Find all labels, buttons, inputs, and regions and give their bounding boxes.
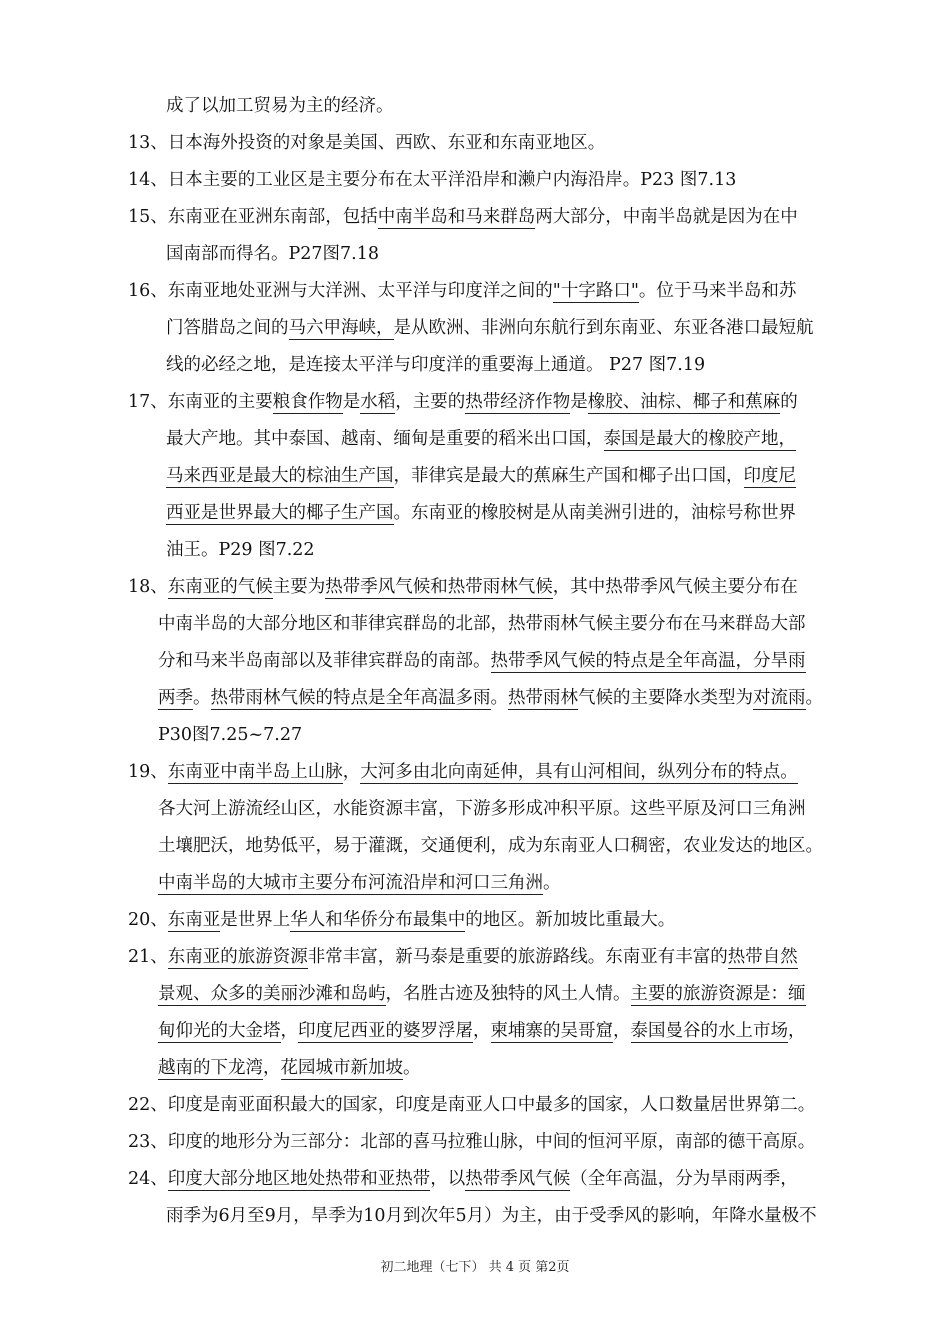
item-19 [128,754,868,791]
line-26-seg-2: 花园城市新加坡 [280,1058,403,1078]
line-8-seg-1: 粮食作物 [272,392,343,412]
item-17-cont-2 [128,458,868,495]
item-13 [128,125,868,162]
item-16-cont-2 [128,347,868,384]
line-5-seg-2: 。位于马来半岛和苏 [638,281,797,301]
line-18-seg-3: 大河多由北向南延伸，具有山河相间，纵列分布的特点。 [360,762,798,782]
item-19-cont-2 [128,828,868,865]
line-29-seg-1: 印度大部分地区地处热带和亚热带 [167,1169,431,1189]
line-6-seg-1: 马六甲海峡， [288,318,394,338]
item-22 [128,1087,868,1124]
line-28-seg-0: 23、印度的地形分为三部分：北部的喜马拉雅山脉，中间的恒河平原，南部的德干高原。 [128,1132,816,1152]
line-23-seg-1: 东南亚的旅游资源 [167,947,308,967]
line-8-seg-2: 是 [342,392,361,412]
item-18-cont-2 [128,643,868,680]
line-22-seg-0: 20、 [128,910,168,930]
line-10-seg-2: 印度尼 [743,466,796,486]
line-13-seg-0: 18、 [128,577,168,597]
item-24 [128,1161,868,1198]
item-17-cont-3 [128,495,868,532]
item-19-cont-1 [128,791,868,828]
line-10-seg-1: ，菲律宾是最大的蕉麻生产国和椰子出口国， [393,466,744,486]
item-15 [128,199,868,236]
line-12-seg-0: 油王。P29 图7.22 [166,540,315,560]
line-2-seg-0: 14、日本主要的工业区是主要分布在太平洋沿岸和濑户内海沿岸。P23 图7.13 [128,170,737,190]
line-8-seg-7: 橡胶、油棕、椰子和蕉麻 [587,392,781,412]
line-24-seg-2: 主要的旅游资源是：缅 [630,984,806,1004]
line-25-seg-2: 印度尼西亚的婆罗浮屠 [298,1021,473,1041]
line-18-seg-0: 19、 [128,762,168,782]
line-20-seg-0: 土壤肥沃，地势低平，易于灌溉，交通便利，成为东南亚人口稠密，农业发达的地区。 [158,836,823,856]
line-8-seg-5: 热带经济作物 [465,392,571,412]
line-22-seg-1: 东南亚 [167,910,221,930]
item-18-cont-4 [128,717,868,754]
line-16-seg-0: 两季 [158,688,193,708]
line-9-seg-0: 最大产地。其中泰国、越南、缅甸是重要的稻米出口国， [166,429,604,449]
line-25-seg-6: 泰国曼谷的水上市场 [630,1021,788,1041]
line-21-seg-1: 。 [543,873,561,893]
line-24-seg-1: ，名胜古迹及独特的风土人情。 [385,984,631,1004]
line-23-seg-3: 热带自然 [727,947,798,967]
line-29-seg-3: 热带季风气候 [465,1169,571,1189]
line-3-seg-2: 两大部分，中南半岛就是因为在中 [535,207,798,227]
line-16-seg-7: 。 [805,688,823,708]
line-22-seg-4: 的地区。新加坡比重最大。 [465,910,676,930]
item-23 [128,1124,868,1161]
item-14 [128,162,868,199]
item-18-cont-1 [128,606,868,643]
line-25-seg-3: ， [473,1021,491,1041]
line-29-seg-4: （全年高温，分为旱雨两季， [570,1169,798,1189]
line-3-seg-1: 中南半岛和马来群岛 [377,207,536,227]
item-17 [128,384,868,421]
line-25-seg-4: 柬埔寨的吴哥窟 [490,1021,613,1041]
line-22-seg-3: 华人和华侨分布最集中 [290,910,466,930]
line-24-seg-0: 景观、众多的美丽沙滩和岛屿 [158,984,386,1004]
line-25-seg-0: 甸仰光的大金塔 [158,1021,281,1041]
line-13-seg-4: ，其中热带季风气候主要分布在 [552,577,798,597]
line-11-seg-1: 。东南亚的橡胶树是从南美洲引进的，油棕号称世界 [393,503,796,523]
line-30-seg-0: 雨季为6月至9月，旱季为10月到次年5月）为主，由于受季风的影响，年降水量极不 [166,1206,817,1226]
line-16-seg-4: 热带雨林 [508,688,578,708]
line-16-seg-1: 。 [193,688,211,708]
line-8-seg-6: 是 [570,392,588,412]
line-23-seg-0: 21、 [128,947,168,967]
line-6-seg-0: 门答腊岛之间的 [166,318,289,338]
line-25-seg-1: ， [280,1021,298,1041]
line-11-seg-0: 西亚是世界最大的椰子生产国 [166,503,394,523]
line-1-seg-0: 13、日本海外投资的对象是美国、西欧、东亚和东南亚地区。 [128,133,606,153]
item-16-cont-1 [128,310,868,347]
line-6-seg-2: 是从欧洲、非洲向东航行到东南亚、东亚各港口最短航 [393,318,814,338]
item-17-cont-1 [128,421,868,458]
line-18-seg-1: 东南亚中南半岛上山脉 [167,762,343,782]
line-15-seg-1: 热带季风气候的特点是全年高温，分旱雨 [490,651,806,671]
line-16-seg-6: 对流雨 [753,688,806,708]
line-5-seg-0: 16、东南亚地处亚洲与大洋洲、太平洋与印度洋之间的 [128,281,553,301]
line-3-seg-0: 15、东南亚在亚洲东南部，包括 [128,207,378,227]
line-26-seg-3: 。 [403,1058,421,1078]
line-18-seg-2: ， [342,762,361,782]
line-29-seg-0: 24、 [128,1169,168,1189]
line-8-seg-8: 的 [780,392,798,412]
line-13-seg-3: 热带季风气候和热带雨林气候 [325,577,553,597]
line-4-seg-0: 国南部而得名。P27图7.18 [166,244,380,264]
item-20 [128,902,868,939]
line-5-seg-1: "十字路口" [552,281,639,301]
line-8-seg-4: ，主要的 [395,392,466,412]
line-19-seg-0: 各大河上游流经山区，水能资源丰富，下游多形成冲积平原。这些平原及河口三角洲 [158,799,806,819]
line-9-seg-1: 泰国是最大的橡胶产地， [603,429,796,449]
item-19-cont-3 [128,865,868,902]
line-14-seg-0: 中南半岛的大部分地区和菲律宾群岛的北部，热带雨林气候主要分布在马来群岛大部 [158,614,806,634]
line-29-seg-2: ，以 [430,1169,466,1189]
line-26-seg-1: ， [263,1058,281,1078]
line-8-seg-3: 水稻 [360,392,396,412]
item-18 [128,569,868,606]
line-0-seg-0: 成了以加工贸易为主的经济。 [166,96,394,116]
line-16-seg-5: 气候的主要降水类型为 [578,688,753,708]
line-8-seg-0: 17、东南亚的主要 [128,392,273,412]
line-17-seg-0: P30图7.25~7.27 [158,725,303,745]
line-26-seg-0: 越南的下龙湾 [158,1058,263,1078]
item-18-cont-3 [128,680,868,717]
document-body [128,88,868,1235]
line-23-seg-2: 非常丰富，新马泰是重要的旅游路线。东南亚有丰富的 [307,947,728,967]
item-21-cont-3 [128,1050,868,1087]
line-10-seg-0: 马来西亚是最大的棕油生产国 [166,466,394,486]
text-line-0 [128,88,868,125]
item-15-cont [128,236,868,273]
item-17-cont-4 [128,532,868,569]
item-21-cont-2 [128,1013,868,1050]
line-25-seg-7: ， [788,1021,806,1041]
line-15-seg-0: 分和马来半岛南部以及菲律宾群岛的南部。 [158,651,491,671]
item-16 [128,273,868,310]
line-22-seg-2: 是世界上 [220,910,291,930]
line-13-seg-2: 主要为 [272,577,326,597]
item-21-cont-1 [128,976,868,1013]
line-16-seg-2: 热带雨林气候的特点是全年高温多雨 [210,688,491,708]
line-16-seg-3: 。 [490,688,508,708]
item-24-cont-1 [128,1198,868,1235]
item-21 [128,939,868,976]
line-7-seg-0: 线的必经之地，是连接太平洋与印度洋的重要海上通道。 P27 图7.19 [166,355,706,375]
line-27-seg-0: 22、印度是南亚面积最大的国家，印度是南亚人口中最多的国家，人口数量居世界第二。 [128,1095,816,1115]
line-21-seg-0: 中南半岛的大城市主要分布河流沿岸和河口三角洲 [158,873,543,893]
line-13-seg-1: 东南亚的气候 [167,577,273,597]
page-footer: 初二地理（七下） 共 4 页 第2页 [380,1260,570,1275]
line-25-seg-5: ， [613,1021,631,1041]
